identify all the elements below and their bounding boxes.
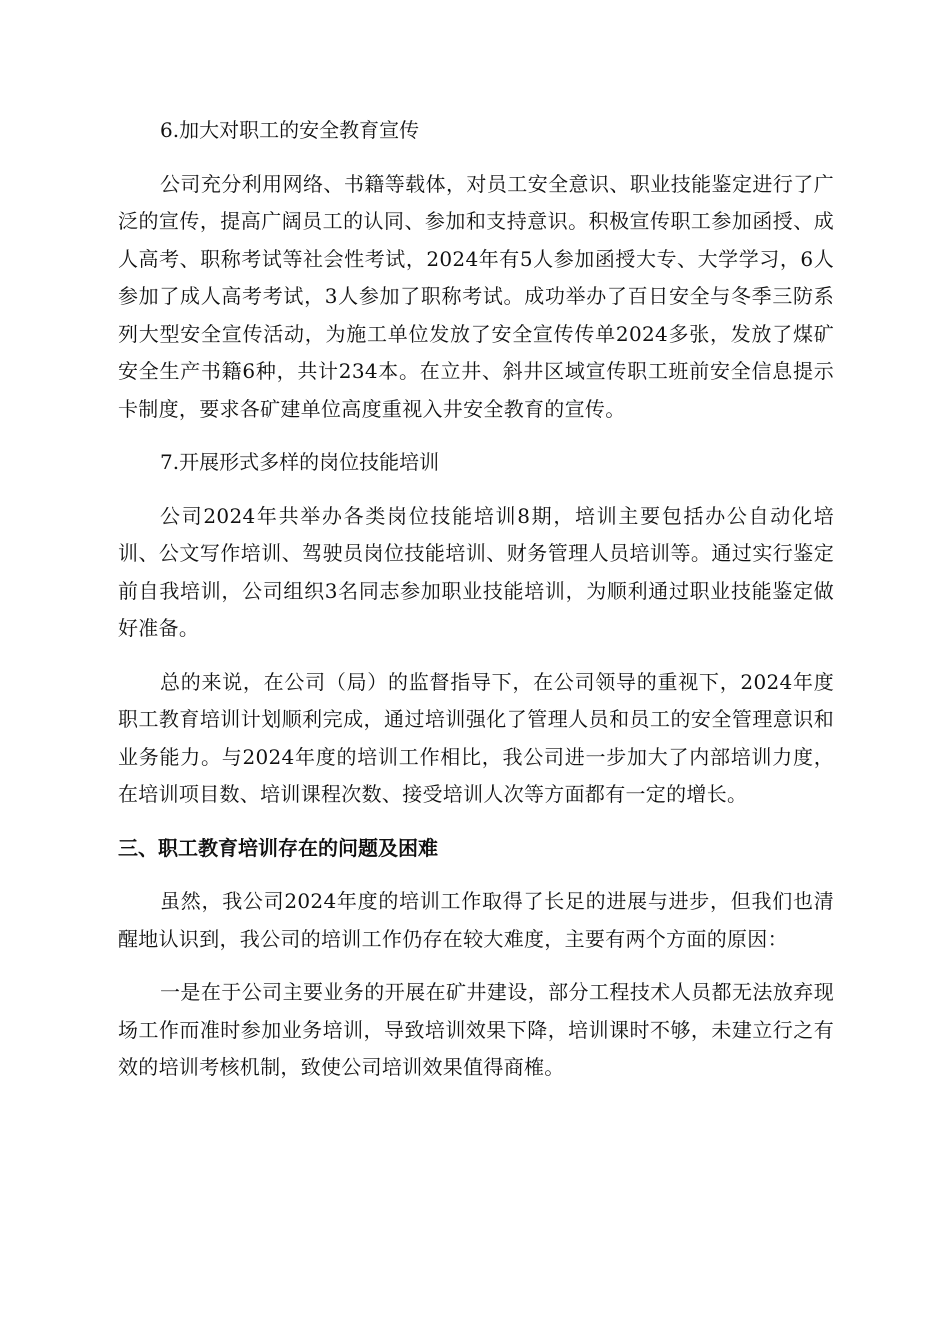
section-6-heading: 6.加大对职工的安全教育宣传 (160, 118, 420, 142)
section-7-paragraph: 公司2024年共举办各类岗位技能培训8期，培训主要包括办公自动化培训、公文写作培训、驾驶员岗位技能培训、财务管理人员培训等。通过实行鉴定前自我培训，公司组织3名同志参加职业技能培训，为顺利通过职业技能鉴定做好准备。 (118, 503, 834, 640)
part-3-intro-paragraph: 虽然，我公司2024年度的培训工作取得了长足的进展与进步，但我们也清醒地认识到，我公司的培训工作仍存在较大难度，主要有两个方面的原因： (118, 889, 834, 951)
document-page (118, 112, 834, 1103)
summary-paragraph: 总的来说，在公司（局）的监督指导下，在公司领导的重视下，2024年度职工教育培训计划顺利完成，通过培训强化了管理人员和员工的安全管理意识和业务能力。与2024年度的培训工作相比，我公司进一步加大了内部培训力度，在培训项目数、培训课程次数、接受培训人次等方面都有一定的增长。 (118, 669, 834, 806)
part-3-heading: 三、职工教育培训存在的问题及困难 (118, 835, 438, 860)
section-6-paragraph: 公司充分利用网络、书籍等载体，对员工安全意识、职业技能鉴定进行了广泛的宣传，提高广阔员工的认同、参加和支持意识。积极宣传职工参加函授、成人高考、职称考试等社会性考试，2024年有5人参加函授大专、大学学习，6人参加了成人高考考试，3人参加了职称考试。成功举办了百日安全与冬季三防系列大型安全宣传活动，为施工单位发放了安全宣传传单2024多张，发放了煤矿安全生产书籍6种，共计234本。在立井、斜井区域宣传职工班前安全信息提示卡制度，要求各矿建单位高度重视入井安全教育的宣传。 (118, 171, 834, 421)
section-7-heading: 7.开展形式多样的岗位技能培训 (160, 450, 440, 474)
part-3-point-1-paragraph: 一是在于公司主要业务的开展在矿井建设，部分工程技术人员都无法放弃现场工作而准时参加业务培训，导致培训效果下降，培训课时不够，未建立行之有效的培训考核机制，致使公司培训效果值得商榷。 (118, 980, 834, 1079)
